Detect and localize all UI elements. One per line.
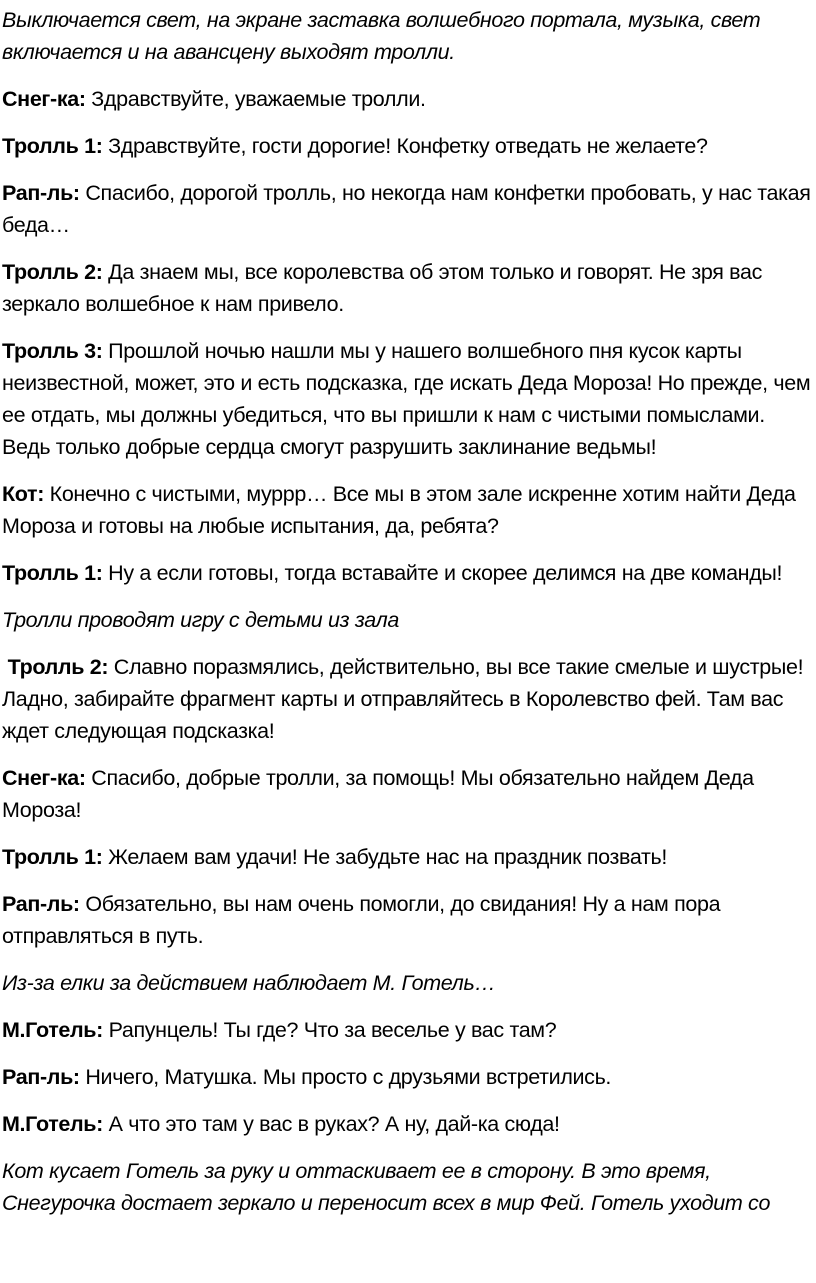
speaker-name: Тролль 2: bbox=[2, 655, 109, 679]
speaker-name: Тролль 1: bbox=[2, 561, 103, 585]
dialogue-line bbox=[2, 888, 814, 952]
dialogue-line bbox=[2, 256, 814, 320]
speaker-name: Рап-ль: bbox=[2, 181, 80, 205]
speaker-name: Снег-ка: bbox=[2, 87, 86, 111]
dialogue-line bbox=[2, 557, 814, 589]
dialogue-text: А что это там у вас в руках? А ну, дай-ка сюда! bbox=[102, 1112, 560, 1136]
dialogue-text: Славно поразмялись, действительно, вы все такие смелые и шустрые! Ладно, забирайте фрагмент карты и отправляйтесь в Королевство фей. Там вас ждет следующая подсказка! bbox=[2, 655, 809, 743]
dialogue-line bbox=[2, 1014, 814, 1046]
dialogue-text: Желаем вам удачи! Не забудьте нас на праздник позвать! bbox=[102, 845, 667, 869]
dialogue-text: Обязательно, вы нам очень помогли, до свидания! Ну а нам пора отправляться в путь. bbox=[2, 892, 721, 948]
dialogue-text: Ничего, Матушка. Мы просто с друзьями встретились. bbox=[79, 1065, 612, 1089]
dialogue-text: Прошлой ночью нашли мы у нашего волшебного пня кусок карты неизвестной, может, это и есть подсказка, где искать Деда Мороза! Но прежде, чем ее отдать, мы должны убедиться, что вы пришли к нам с чистыми помыслами. Ведь только добрые сердца смогут разрушить заклинание ведьмы! bbox=[2, 339, 811, 459]
speaker-name: М.Готель: bbox=[2, 1112, 103, 1136]
dialogue-text: Рапунцель! Ты где? Что за веселье у вас там? bbox=[102, 1018, 557, 1042]
stage-direction: Выключается свет, на экране заставка волшебного портала, музыка, свет включается и на авансцену выходят тролли. bbox=[2, 8, 761, 64]
dialogue-line bbox=[2, 651, 814, 747]
dialogue-line bbox=[2, 1061, 814, 1093]
stage-direction: Кот кусает Готель за руку и оттаскивает ее в сторону. В это время, Снегурочка достает зеркало и переносит всех в мир Фей. Готель уходит со bbox=[2, 1159, 771, 1215]
dialogue-text: Здравствуйте, уважаемые тролли. bbox=[85, 87, 426, 111]
dialogue-text: Здравствуйте, гости дорогие! Конфетку отведать не желаете? bbox=[102, 134, 708, 158]
stage-direction: Тролли проводят игру с детьми из зала bbox=[2, 608, 400, 632]
dialogue-text: Спасибо, добрые тролли, за помощь! Мы обязательно найдем Деда Мороза! bbox=[2, 766, 754, 822]
dialogue-text: Ну а если готовы, тогда вставайте и скорее делимся на две команды! bbox=[102, 561, 783, 585]
dialogue-line bbox=[2, 841, 814, 873]
dialogue-line bbox=[2, 762, 814, 826]
speaker-name: М.Готель: bbox=[2, 1018, 103, 1042]
dialogue-line bbox=[2, 130, 814, 162]
speaker-name: Кот: bbox=[2, 482, 45, 506]
dialogue-text: Конечно с чистыми, муррр… Все мы в этом зале искренне хотим найти Деда Мороза и готовы на любые испытания, да, ребята? bbox=[2, 482, 796, 538]
dialogue-text: Спасибо, дорогой тролль, но некогда нам конфетки пробовать, у нас такая беда… bbox=[2, 181, 811, 237]
dialogue-line bbox=[2, 478, 814, 542]
speaker-name: Тролль 3: bbox=[2, 339, 103, 363]
dialogue-text: Да знаем мы, все королевства об этом только и говорят. Не зря вас зеркало волшебное к нам привело. bbox=[2, 260, 763, 316]
dialogue-line bbox=[2, 177, 814, 241]
speaker-name: Тролль 1: bbox=[2, 134, 103, 158]
document-page bbox=[2, 0, 814, 1234]
dialogue-line bbox=[2, 1108, 814, 1140]
speaker-name: Рап-ль: bbox=[2, 1065, 80, 1089]
speaker-name: Тролль 1: bbox=[2, 845, 103, 869]
dialogue-line bbox=[2, 335, 814, 463]
speaker-name: Тролль 2: bbox=[2, 260, 103, 284]
stage-direction: Из-за елки за действием наблюдает М. Готель… bbox=[2, 971, 496, 995]
speaker-name: Снег-ка: bbox=[2, 766, 86, 790]
speaker-name: Рап-ль: bbox=[2, 892, 80, 916]
dialogue-line bbox=[2, 83, 814, 115]
